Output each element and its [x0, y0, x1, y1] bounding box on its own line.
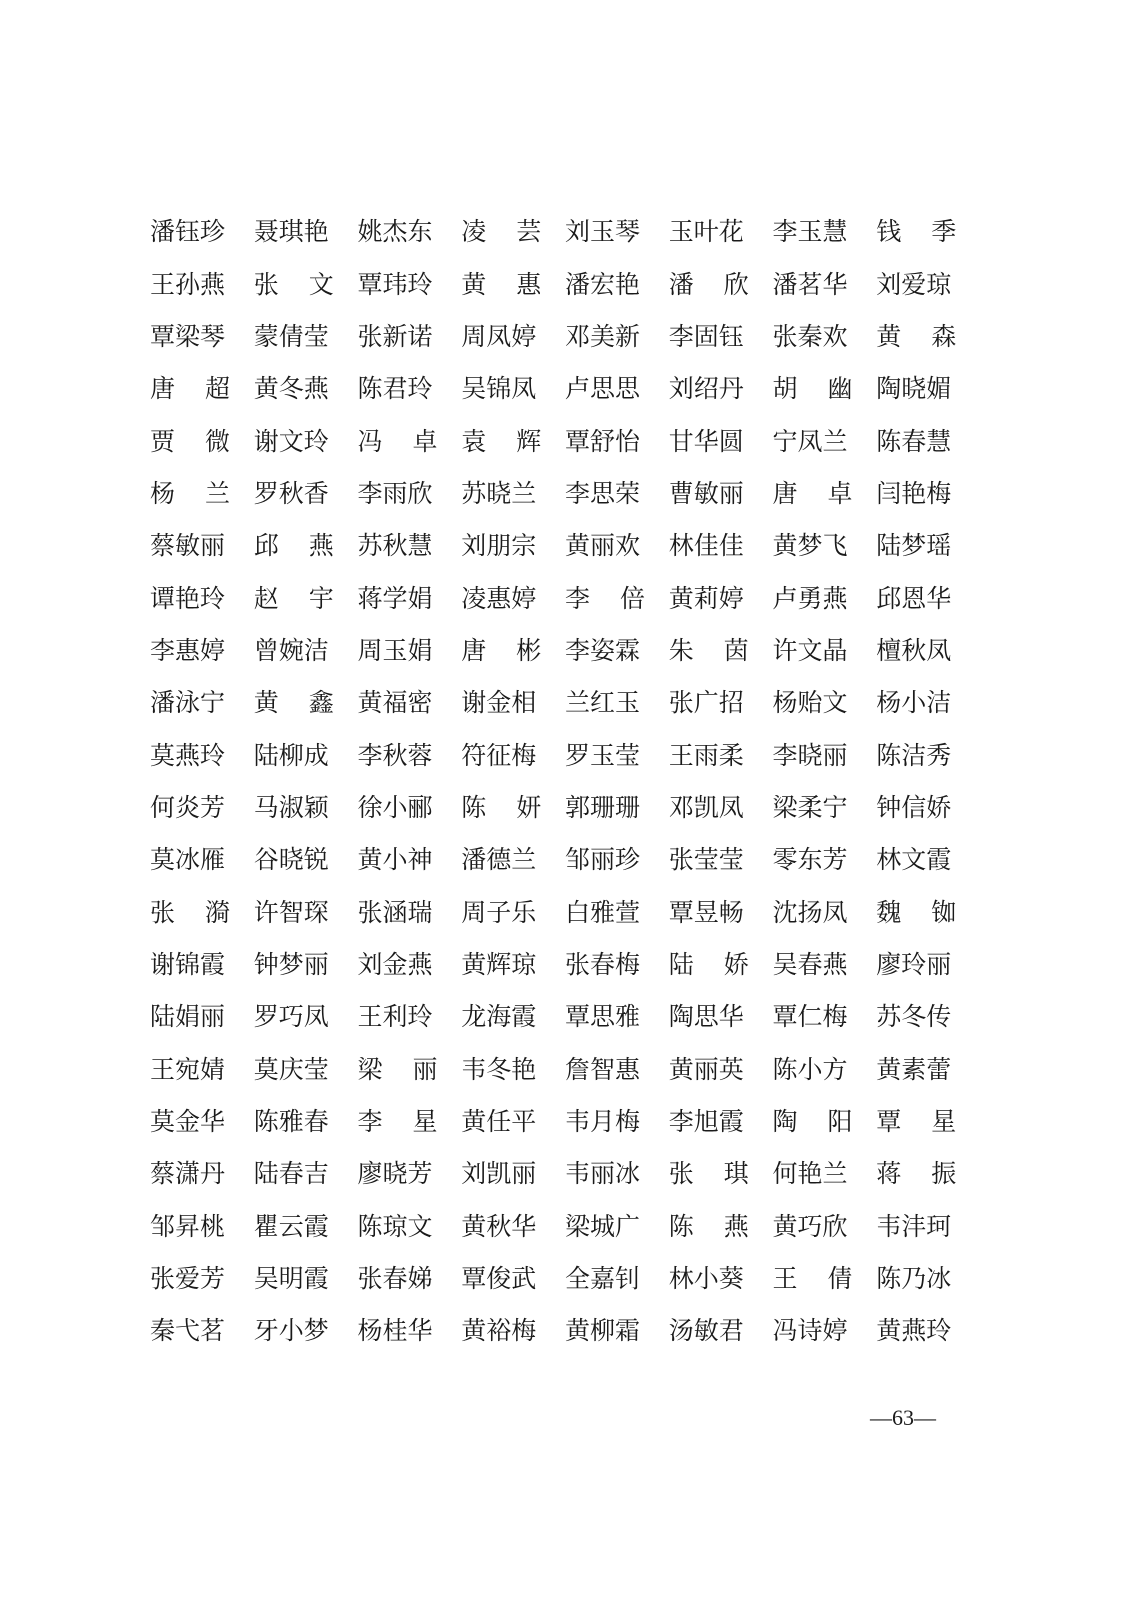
person-name: 杨小洁 — [876, 688, 952, 718]
name-char: 潘 — [668, 269, 694, 299]
person-name: 何炎芳 — [150, 792, 226, 822]
person-name — [254, 270, 334, 300]
person-name: 张爱芳 — [150, 1264, 226, 1294]
name-char: 蒋 — [876, 1159, 902, 1189]
person-name: 詹智惠 — [565, 1054, 641, 1084]
person-name: 钟梦丽 — [253, 949, 329, 979]
person-name: 林小葵 — [668, 1264, 744, 1294]
person-name: 卢勇燕 — [772, 583, 848, 613]
person-name — [358, 427, 438, 457]
person-name: 玉叶花 — [668, 217, 744, 247]
name-char: 彬 — [516, 635, 542, 665]
name-row — [150, 1096, 980, 1148]
person-name — [773, 374, 853, 404]
person-name: 黄巧欣 — [772, 1211, 848, 1241]
name-char: 杨 — [150, 478, 176, 508]
name-char: 倩 — [827, 1264, 853, 1294]
name-row — [150, 572, 980, 624]
person-name: 秦弋茗 — [150, 1316, 226, 1346]
name-char: 陶 — [772, 1107, 798, 1137]
person-name: 苏晓兰 — [461, 478, 537, 508]
name-char: 唐 — [150, 374, 176, 404]
name-row — [150, 991, 980, 1043]
person-name: 邹昇桃 — [150, 1211, 226, 1241]
person-name: 黄莉婷 — [668, 583, 744, 613]
person-name: 谭艳玲 — [150, 583, 226, 613]
person-name: 聂琪艳 — [253, 217, 329, 247]
person-name — [254, 531, 334, 561]
person-name — [254, 688, 334, 718]
name-char: 燕 — [723, 1211, 749, 1241]
person-name: 刘玉琴 — [565, 217, 641, 247]
person-name: 覃玮玲 — [357, 269, 433, 299]
person-name: 黄辉琼 — [461, 949, 537, 979]
name-char: 凌 — [461, 217, 487, 247]
person-name: 韦丽冰 — [565, 1159, 641, 1189]
name-row — [150, 258, 980, 310]
page-number: —63— — [870, 1405, 936, 1430]
person-name — [876, 1107, 956, 1137]
person-name: 黄梦飞 — [772, 531, 848, 561]
name-char: 芸 — [516, 217, 542, 247]
name-char: 振 — [931, 1159, 957, 1189]
person-name: 陶晓媚 — [876, 374, 952, 404]
name-row — [150, 729, 980, 781]
person-name: 蔡敏丽 — [150, 531, 226, 561]
person-name: 王宛婧 — [150, 1054, 226, 1084]
person-name: 王利玲 — [357, 1002, 433, 1032]
person-name: 林佳佳 — [668, 531, 744, 561]
name-char: 欣 — [723, 269, 749, 299]
name-char: 贾 — [150, 426, 176, 456]
name-row — [150, 468, 980, 520]
person-name — [150, 479, 230, 509]
person-name: 沈扬凤 — [772, 897, 848, 927]
person-name: 蔡潇丹 — [150, 1159, 226, 1189]
name-char: 黄 — [461, 269, 487, 299]
person-name: 张涵瑞 — [357, 897, 433, 927]
person-name: 李固钰 — [668, 321, 744, 351]
name-char: 惠 — [516, 269, 542, 299]
name-char: 张 — [668, 1159, 694, 1189]
name-char: 琪 — [723, 1159, 749, 1189]
person-name — [461, 270, 541, 300]
person-name: 潘钰珍 — [150, 217, 226, 247]
name-char: 丽 — [412, 1054, 438, 1084]
person-name: 罗巧凤 — [253, 1002, 329, 1032]
person-name: 李姿霖 — [565, 635, 641, 665]
person-name: 李雨欣 — [357, 478, 433, 508]
person-name: 王雨柔 — [668, 740, 744, 770]
person-name — [461, 217, 541, 247]
person-name: 邓凯凤 — [668, 792, 744, 822]
person-name — [254, 584, 334, 614]
person-name: 潘泳宁 — [150, 688, 226, 718]
person-name: 瞿云霞 — [253, 1211, 329, 1241]
person-name: 莫金华 — [150, 1107, 226, 1137]
person-name — [461, 636, 541, 666]
name-char: 卓 — [827, 478, 853, 508]
person-name: 罗玉莹 — [565, 740, 641, 770]
person-name: 莫庆莹 — [253, 1054, 329, 1084]
name-char: 唐 — [772, 478, 798, 508]
name-row — [150, 415, 980, 467]
person-name: 刘金燕 — [357, 949, 433, 979]
person-name: 覃仁梅 — [772, 1002, 848, 1032]
person-name: 凌惠婷 — [461, 583, 537, 613]
person-name: 牙小梦 — [253, 1316, 329, 1346]
person-name: 李秋蓉 — [357, 740, 433, 770]
name-char: 唐 — [461, 635, 487, 665]
person-name: 兰红玉 — [565, 688, 641, 718]
person-name: 周凤婷 — [461, 321, 537, 351]
name-char: 文 — [308, 269, 334, 299]
person-name: 梁柔宁 — [772, 792, 848, 822]
person-name: 莫燕玲 — [150, 740, 226, 770]
person-name: 徐小郦 — [357, 792, 433, 822]
person-name: 符征梅 — [461, 740, 537, 770]
name-char: 覃 — [876, 1107, 902, 1137]
person-name — [773, 1264, 853, 1294]
person-name: 李思荣 — [565, 478, 641, 508]
name-char: 超 — [204, 374, 230, 404]
name-row — [150, 1044, 980, 1096]
person-name: 汤敏君 — [668, 1316, 744, 1346]
person-name: 何艳兰 — [772, 1159, 848, 1189]
name-char: 倍 — [619, 583, 645, 613]
name-char: 张 — [253, 269, 279, 299]
person-name: 钟信娇 — [876, 792, 952, 822]
name-char: 微 — [204, 426, 230, 456]
name-char: 森 — [931, 321, 957, 351]
person-name: 周玉娟 — [357, 635, 433, 665]
person-name: 张莹莹 — [668, 845, 744, 875]
person-name: 刘绍丹 — [668, 374, 744, 404]
person-name: 黄任平 — [461, 1107, 537, 1137]
person-name — [150, 374, 230, 404]
person-name: 黄秋华 — [461, 1211, 537, 1241]
name-row — [150, 1201, 980, 1253]
person-name — [669, 1212, 749, 1242]
person-name: 黄小神 — [357, 845, 433, 875]
person-name: 潘德兰 — [461, 845, 537, 875]
person-name: 宁凤兰 — [772, 426, 848, 456]
person-name — [150, 898, 230, 928]
person-name: 谢金相 — [461, 688, 537, 718]
person-name: 甘华圆 — [668, 426, 744, 456]
name-char: 燕 — [308, 531, 334, 561]
person-name: 郭珊珊 — [565, 792, 641, 822]
person-name — [461, 793, 541, 823]
name-char: 星 — [412, 1107, 438, 1137]
name-char: 辉 — [516, 426, 542, 456]
person-name — [773, 479, 853, 509]
name-row — [150, 520, 980, 572]
person-name — [358, 1107, 438, 1137]
person-name: 陆娟丽 — [150, 1002, 226, 1032]
person-name: 黄丽欢 — [565, 531, 641, 561]
name-char: 铷 — [931, 897, 957, 927]
person-name: 杨桂华 — [357, 1316, 433, 1346]
person-name: 张春梅 — [565, 949, 641, 979]
person-name: 邹丽珍 — [565, 845, 641, 875]
person-name: 廖晓芳 — [357, 1159, 433, 1189]
name-char: 季 — [931, 217, 957, 247]
person-name: 吴锦凤 — [461, 374, 537, 404]
person-name: 覃昱畅 — [668, 897, 744, 927]
person-name: 邓美新 — [565, 321, 641, 351]
name-char: 陆 — [668, 949, 694, 979]
person-name: 苏秋慧 — [357, 531, 433, 561]
person-name — [669, 636, 749, 666]
person-name: 张广招 — [668, 688, 744, 718]
name-row — [150, 311, 980, 363]
person-name: 陆春吉 — [253, 1159, 329, 1189]
person-name: 谢文玲 — [253, 426, 329, 456]
name-row — [150, 363, 980, 415]
person-name: 许文晶 — [772, 635, 848, 665]
person-name: 韦沣珂 — [876, 1211, 952, 1241]
name-char: 朱 — [668, 635, 694, 665]
person-name: 谷晓锐 — [253, 845, 329, 875]
person-name: 谢锦霞 — [150, 949, 226, 979]
name-list — [150, 206, 980, 1358]
person-name: 覃舒怡 — [565, 426, 641, 456]
person-name: 莫冰雁 — [150, 845, 226, 875]
name-row — [150, 625, 980, 677]
person-name: 王孙燕 — [150, 269, 226, 299]
name-char: 茵 — [723, 635, 749, 665]
person-name: 罗秋香 — [253, 478, 329, 508]
person-name: 张新诺 — [357, 321, 433, 351]
name-row — [150, 1253, 980, 1305]
person-name — [876, 322, 956, 352]
person-name — [358, 1055, 438, 1085]
person-name — [876, 898, 956, 928]
person-name: 黄裕梅 — [461, 1316, 537, 1346]
person-name: 吴明霞 — [253, 1264, 329, 1294]
person-name: 陈洁秀 — [876, 740, 952, 770]
person-name: 陶思华 — [668, 1002, 744, 1032]
name-char: 李 — [357, 1107, 383, 1137]
person-name: 苏冬传 — [876, 1002, 952, 1032]
person-name — [876, 217, 956, 247]
name-row — [150, 834, 980, 886]
name-row — [150, 206, 980, 258]
person-name: 曹敏丽 — [668, 478, 744, 508]
name-char: 梁 — [357, 1054, 383, 1084]
person-name: 邱恩华 — [876, 583, 952, 613]
name-char: 漪 — [204, 897, 230, 927]
name-char: 李 — [565, 583, 591, 613]
person-name: 李玉慧 — [772, 217, 848, 247]
person-name: 林文霞 — [876, 845, 952, 875]
person-name: 陈雅春 — [253, 1107, 329, 1137]
name-char: 鑫 — [308, 688, 334, 718]
name-char: 兰 — [204, 478, 230, 508]
name-char: 娇 — [723, 949, 749, 979]
person-name: 刘朋宗 — [461, 531, 537, 561]
person-name: 李惠婷 — [150, 635, 226, 665]
person-name: 黄柳霜 — [565, 1316, 641, 1346]
name-char: 陈 — [668, 1211, 694, 1241]
name-char: 赵 — [253, 583, 279, 613]
person-name — [773, 1107, 853, 1137]
person-name: 廖玲丽 — [876, 949, 952, 979]
person-name: 张春娣 — [357, 1264, 433, 1294]
person-name: 潘宏艳 — [565, 269, 641, 299]
person-name: 陈乃冰 — [876, 1264, 952, 1294]
name-row — [150, 886, 980, 938]
name-row — [150, 1305, 980, 1357]
person-name: 蒋学娟 — [357, 583, 433, 613]
person-name: 全嘉钊 — [565, 1264, 641, 1294]
name-row — [150, 939, 980, 991]
person-name: 卢思思 — [565, 374, 641, 404]
name-row — [150, 1148, 980, 1200]
person-name: 覃思雅 — [565, 1002, 641, 1032]
person-name: 梁城广 — [565, 1211, 641, 1241]
name-char: 黄 — [253, 688, 279, 718]
person-name: 陆梦瑶 — [876, 531, 952, 561]
person-name: 马淑颖 — [253, 792, 329, 822]
name-char: 袁 — [461, 426, 487, 456]
name-char: 钱 — [876, 217, 902, 247]
name-char: 张 — [150, 897, 176, 927]
name-row — [150, 782, 980, 834]
person-name: 张秦欢 — [772, 321, 848, 351]
person-name: 蒙倩莹 — [253, 321, 329, 351]
person-name: 黄素蕾 — [876, 1054, 952, 1084]
person-name: 龙海霞 — [461, 1002, 537, 1032]
person-name: 陈春慧 — [876, 426, 952, 456]
person-name: 陈君玲 — [357, 374, 433, 404]
person-name: 闫艳梅 — [876, 478, 952, 508]
person-name: 刘凯丽 — [461, 1159, 537, 1189]
name-char: 陈 — [461, 792, 487, 822]
person-name: 黄福密 — [357, 688, 433, 718]
person-name: 韦月梅 — [565, 1107, 641, 1137]
name-char: 黄 — [876, 321, 902, 351]
person-name: 刘爱琼 — [876, 269, 952, 299]
name-row — [150, 677, 980, 729]
person-name — [150, 427, 230, 457]
name-char: 星 — [931, 1107, 957, 1137]
person-name: 周子乐 — [461, 897, 537, 927]
name-char: 宇 — [308, 583, 334, 613]
name-char: 邱 — [253, 531, 279, 561]
person-name: 曾婉洁 — [253, 635, 329, 665]
person-name: 黄丽英 — [668, 1054, 744, 1084]
person-name: 陆柳成 — [253, 740, 329, 770]
person-name: 黄冬燕 — [253, 374, 329, 404]
name-char: 卓 — [412, 426, 438, 456]
name-char: 王 — [772, 1264, 798, 1294]
person-name — [669, 270, 749, 300]
person-name: 许智琛 — [253, 897, 329, 927]
person-name: 覃俊武 — [461, 1264, 537, 1294]
name-char: 幽 — [827, 374, 853, 404]
person-name: 陈琼文 — [357, 1211, 433, 1241]
person-name — [669, 950, 749, 980]
name-char: 阳 — [827, 1107, 853, 1137]
person-name — [876, 1159, 956, 1189]
person-name: 潘茗华 — [772, 269, 848, 299]
name-char: 妍 — [516, 792, 542, 822]
person-name: 吴春燕 — [772, 949, 848, 979]
person-name — [461, 427, 541, 457]
person-name: 李晓丽 — [772, 740, 848, 770]
person-name — [669, 1159, 749, 1189]
person-name: 李旭霞 — [668, 1107, 744, 1137]
name-char: 魏 — [876, 897, 902, 927]
person-name: 韦冬艳 — [461, 1054, 537, 1084]
person-name: 零东芳 — [772, 845, 848, 875]
person-name: 黄燕玲 — [876, 1316, 952, 1346]
name-char: 冯 — [357, 426, 383, 456]
person-name: 白雅萱 — [565, 897, 641, 927]
person-name: 杨贻文 — [772, 688, 848, 718]
name-char: 胡 — [772, 374, 798, 404]
person-name: 覃梁琴 — [150, 321, 226, 351]
person-name: 姚杰东 — [357, 217, 433, 247]
person-name — [565, 584, 645, 614]
person-name: 陈小方 — [772, 1054, 848, 1084]
person-name: 檀秋凤 — [876, 635, 952, 665]
person-name: 冯诗婷 — [772, 1316, 848, 1346]
